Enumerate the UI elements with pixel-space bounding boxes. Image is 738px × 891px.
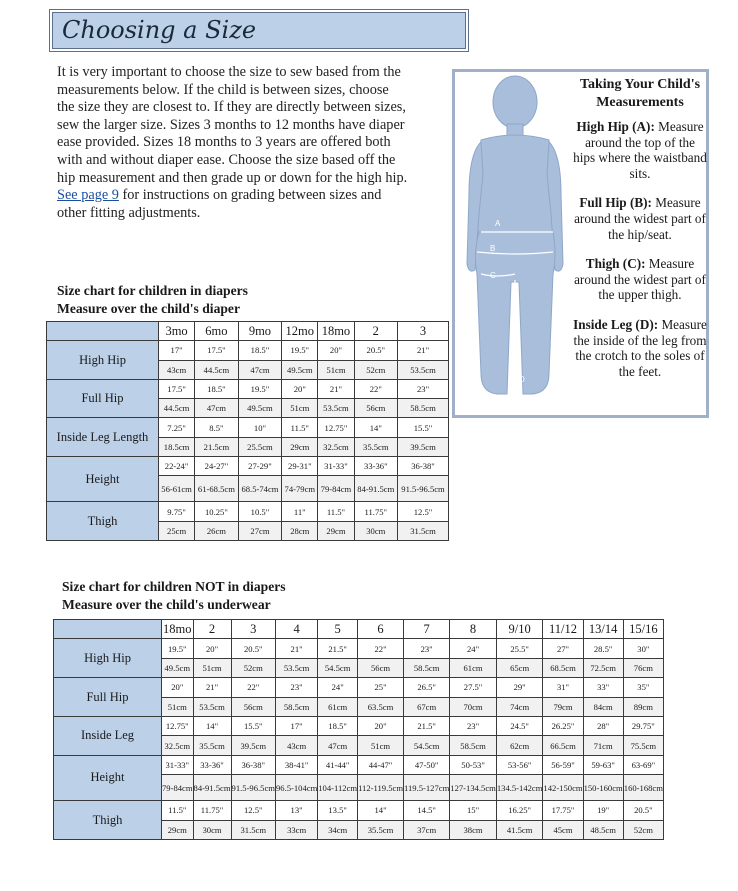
table-cell: 33cm (275, 820, 317, 839)
table-cell: 44.5cm (159, 399, 195, 418)
table-cell: 56cm (231, 697, 275, 716)
measure-term: Full Hip (B): (579, 195, 652, 211)
table-cell: 29cm (318, 521, 354, 540)
table-cell: 19.5" (162, 639, 194, 658)
table-cell: 49.5cm (238, 399, 282, 418)
table-cell: 72.5cm (583, 658, 623, 677)
table-cell: 20" (162, 678, 194, 697)
table-row (54, 678, 664, 697)
table-cell: 38-41" (275, 755, 317, 774)
table-cell: 47-50" (404, 755, 450, 774)
table-cell: 24-27" (195, 457, 239, 476)
measure-item-high-hip (573, 119, 707, 181)
table-cell: 14" (358, 801, 404, 820)
table-cell: 18.5" (318, 716, 358, 735)
table-cell: 54.5cm (404, 736, 450, 755)
measure-item-full-hip (573, 195, 707, 242)
table-cell: 36-38" (398, 457, 449, 476)
table-cell: 36-38" (231, 755, 275, 774)
table-body (47, 341, 449, 541)
table-cell: 29cm (162, 820, 194, 839)
table-cell: 22" (231, 678, 275, 697)
table-cell: 26cm (195, 521, 239, 540)
column-header: 6 (358, 620, 404, 639)
table-cell: 160-168cm (623, 775, 663, 801)
table-cell: 49.5cm (282, 360, 318, 379)
figure-label-b: B (490, 244, 496, 253)
table-cell: 8.5" (195, 418, 239, 437)
column-header: 9mo (238, 322, 282, 341)
table-cell: 41.5cm (496, 820, 543, 839)
table-cell: 35.5cm (358, 820, 404, 839)
table-cell: 68.5-74cm (238, 476, 282, 502)
row-label: Height (47, 457, 159, 502)
table-cell: 20.5" (623, 801, 663, 820)
table-cell: 84-91.5cm (193, 775, 231, 801)
table-cell: 66.5cm (543, 736, 583, 755)
table-cell: 89cm (623, 697, 663, 716)
column-header: 11/12 (543, 620, 583, 639)
table-cell: 74-79cm (282, 476, 318, 502)
table-cell: 44-47" (358, 755, 404, 774)
table-cell: 19.5" (282, 341, 318, 360)
table1-subtitle: Measure over the child's diaper (57, 301, 240, 316)
table-corner-cell (47, 322, 159, 341)
measure-desc: Measure around the widest part of the upper thigh. (574, 256, 706, 303)
table-cell: 51cm (318, 360, 354, 379)
intro-paragraph (57, 64, 409, 222)
measurement-heading: Taking Your Child's Measurements (579, 77, 701, 110)
column-header: 18mo (162, 620, 194, 639)
row-label: Full Hip (47, 379, 159, 418)
table-cell: 45cm (543, 820, 583, 839)
table-cell: 26.5" (404, 678, 450, 697)
size-table-diapers (46, 321, 449, 541)
table2-subtitle: Measure over the child's underwear (62, 597, 271, 612)
table-cell: 43cm (275, 736, 317, 755)
table-cell: 47cm (195, 399, 239, 418)
table-cell: 63.5cm (358, 697, 404, 716)
table-cell: 61-68.5cm (195, 476, 239, 502)
table-cell: 22-24" (159, 457, 195, 476)
table-cell: 51cm (358, 736, 404, 755)
measure-desc: Measure the inside of the leg from the crotch to the soles of the feet. (573, 316, 707, 379)
table-cell: 12.5" (231, 801, 275, 820)
table-cell: 20" (193, 639, 231, 658)
table-cell: 26.25" (543, 716, 583, 735)
column-header: 15/16 (623, 620, 663, 639)
table-cell: 18.5cm (159, 437, 195, 456)
table-cell: 79cm (543, 697, 583, 716)
table-row (54, 801, 664, 820)
table-row (47, 341, 449, 360)
table-cell: 68.5cm (543, 658, 583, 677)
table-cell: 14" (193, 716, 231, 735)
table-cell: 54.5cm (318, 658, 358, 677)
table-cell: 15.5" (231, 716, 275, 735)
table-cell: 27" (543, 639, 583, 658)
table-cell: 21" (275, 639, 317, 658)
table-cell: 15.5" (398, 418, 449, 437)
table-cell: 31" (543, 678, 583, 697)
table-cell: 20" (282, 379, 318, 398)
table-cell: 17.5" (159, 379, 195, 398)
table-cell: 38cm (450, 820, 497, 839)
table-cell: 51cm (282, 399, 318, 418)
table-cell: 84-91.5cm (354, 476, 398, 502)
table-cell: 23" (275, 678, 317, 697)
table-cell: 22" (358, 639, 404, 658)
table-cell: 25" (358, 678, 404, 697)
table-cell: 75.5cm (623, 736, 663, 755)
table-cell: 96.5-104cm (275, 775, 317, 801)
table-cell: 61cm (450, 658, 497, 677)
table-cell: 150-160cm (583, 775, 623, 801)
table-cell: 37cm (404, 820, 450, 839)
row-label: Thigh (47, 502, 159, 541)
column-header: 7 (404, 620, 450, 639)
row-label: Height (54, 755, 162, 800)
table-cell: 9.75" (159, 502, 195, 521)
table-cell: 21.5" (318, 639, 358, 658)
table-cell: 23" (398, 379, 449, 398)
see-page-link[interactable]: See page 9 (57, 187, 119, 204)
table1-heading (57, 282, 248, 318)
table-cell: 21" (398, 341, 449, 360)
table-cell: 51cm (193, 658, 231, 677)
table-cell: 24" (318, 678, 358, 697)
measure-item-thigh (573, 256, 707, 303)
table-cell: 28cm (282, 521, 318, 540)
table-cell: 30cm (193, 820, 231, 839)
table-cell: 7.25" (159, 418, 195, 437)
table-cell: 91.5-96.5cm (231, 775, 275, 801)
column-header: 3 (398, 322, 449, 341)
table-cell: 17" (159, 341, 195, 360)
title-banner (49, 9, 469, 52)
table-cell: 44.5cm (195, 360, 239, 379)
table-cell: 11.75" (354, 502, 398, 521)
table-cell: 20.5" (231, 639, 275, 658)
table-cell: 21.5" (404, 716, 450, 735)
table-cell: 10" (238, 418, 282, 437)
table-cell: 56-59" (543, 755, 583, 774)
column-header: 12mo (282, 322, 318, 341)
table-cell: 49.5cm (162, 658, 194, 677)
table-cell: 25.5cm (238, 437, 282, 456)
table-cell: 21" (193, 678, 231, 697)
table-cell: 56-61cm (159, 476, 195, 502)
table-cell: 24.5" (496, 716, 543, 735)
table-cell: 12.75" (318, 418, 354, 437)
table-cell: 33" (583, 678, 623, 697)
column-header: 13/14 (583, 620, 623, 639)
table-cell: 71cm (583, 736, 623, 755)
table1-title: Size chart for children in diapers (57, 283, 248, 298)
column-header: 18mo (318, 322, 354, 341)
table-cell: 56cm (354, 399, 398, 418)
table-header-row (47, 322, 449, 341)
table-cell: 53-56" (496, 755, 543, 774)
table-cell: 10.5" (238, 502, 282, 521)
table2-title: Size chart for children NOT in diapers (62, 579, 286, 594)
table-cell: 29cm (282, 437, 318, 456)
table-cell: 53.5cm (275, 658, 317, 677)
table-cell: 39.5cm (398, 437, 449, 456)
measurement-instructions (573, 76, 707, 393)
table-cell: 30cm (354, 521, 398, 540)
table-cell: 59-63" (583, 755, 623, 774)
table-body (54, 639, 664, 840)
row-label: High Hip (47, 341, 159, 380)
table-cell: 34cm (318, 820, 358, 839)
measure-desc: Measure around the top of the hips where the waistband sits. (573, 119, 707, 181)
table-cell: 24" (450, 639, 497, 658)
table-cell: 56cm (358, 658, 404, 677)
column-header: 5 (318, 620, 358, 639)
table-cell: 51cm (162, 697, 194, 716)
table-cell: 79-84cm (162, 775, 194, 801)
table-cell: 53.5cm (398, 360, 449, 379)
figure-label-c: C (490, 271, 496, 280)
measure-term: Inside Leg (D): (573, 316, 659, 332)
table-cell: 63-69" (623, 755, 663, 774)
table-cell: 62cm (496, 736, 543, 755)
table-cell: 35.5cm (193, 736, 231, 755)
column-header: 4 (275, 620, 317, 639)
table-cell: 20.5" (354, 341, 398, 360)
table-corner-cell (54, 620, 162, 639)
table-cell: 52cm (623, 820, 663, 839)
table-cell: 30" (623, 639, 663, 658)
table-cell: 67cm (404, 697, 450, 716)
column-header: 2 (354, 322, 398, 341)
table-cell: 134.5-142cm (496, 775, 543, 801)
table-cell: 104-112cm (318, 775, 358, 801)
table-cell: 21.5cm (195, 437, 239, 456)
table-cell: 13" (275, 801, 317, 820)
table-cell: 10.25" (195, 502, 239, 521)
measure-term: Thigh (C): (585, 256, 646, 272)
table-row (47, 457, 449, 476)
table-cell: 27-29" (238, 457, 282, 476)
table-cell: 28.5" (583, 639, 623, 658)
table-cell: 58.5cm (275, 697, 317, 716)
table-cell: 47cm (318, 736, 358, 755)
table-cell: 17" (275, 716, 317, 735)
table-cell: 91.5-96.5cm (398, 476, 449, 502)
table-cell: 33-36" (354, 457, 398, 476)
page-title: Choosing a Size (62, 16, 257, 44)
table-cell: 22" (354, 379, 398, 398)
table-cell: 12.75" (162, 716, 194, 735)
table-row (54, 639, 664, 658)
column-header: 9/10 (496, 620, 543, 639)
table-cell: 20" (358, 716, 404, 735)
table-cell: 28" (583, 716, 623, 735)
table-cell: 53.5cm (318, 399, 354, 418)
table2-heading (62, 578, 286, 614)
table-cell: 16.25" (496, 801, 543, 820)
table-cell: 31.5cm (398, 521, 449, 540)
table-cell: 11.5" (282, 418, 318, 437)
table-cell: 48.5cm (583, 820, 623, 839)
table-cell: 14.5" (404, 801, 450, 820)
table-cell: 52cm (231, 658, 275, 677)
table-cell: 29.75" (623, 716, 663, 735)
table-cell: 39.5cm (231, 736, 275, 755)
table-cell: 18.5" (238, 341, 282, 360)
table-cell: 74cm (496, 697, 543, 716)
table-cell: 14" (354, 418, 398, 437)
table-cell: 11.5" (162, 801, 194, 820)
table-row (47, 502, 449, 521)
table-cell: 119.5-127cm (404, 775, 450, 801)
table-cell: 23" (404, 639, 450, 658)
measurement-guide-box (452, 69, 709, 418)
table-cell: 11" (282, 502, 318, 521)
table-cell: 33-36" (193, 755, 231, 774)
table-cell: 25.5" (496, 639, 543, 658)
row-label: Full Hip (54, 678, 162, 717)
measure-desc: Measure around the widest part of the hip/seat. (574, 195, 706, 242)
table-cell: 32.5cm (318, 437, 354, 456)
table-cell: 17.75" (543, 801, 583, 820)
table-cell: 53.5cm (193, 697, 231, 716)
table-cell: 31.5cm (231, 820, 275, 839)
table-cell: 47cm (238, 360, 282, 379)
table-row (54, 716, 664, 735)
table-cell: 27.5" (450, 678, 497, 697)
row-label: Thigh (54, 801, 162, 840)
table-cell: 52cm (354, 360, 398, 379)
table-cell: 79-84cm (318, 476, 354, 502)
table-cell: 18.5" (195, 379, 239, 398)
table-cell: 70cm (450, 697, 497, 716)
table-cell: 58.5cm (398, 399, 449, 418)
column-header: 6mo (195, 322, 239, 341)
table-cell: 35" (623, 678, 663, 697)
child-silhouette-icon (457, 74, 572, 414)
table-cell: 29-31" (282, 457, 318, 476)
figure-label-a: A (495, 219, 501, 228)
table-cell: 76cm (623, 658, 663, 677)
table-cell: 32.5cm (162, 736, 194, 755)
table-cell: 11.5" (318, 502, 354, 521)
table-cell: 43cm (159, 360, 195, 379)
row-label: Inside Leg Length (47, 418, 159, 457)
table-row (47, 418, 449, 437)
table-cell: 58.5cm (450, 736, 497, 755)
row-label: High Hip (54, 639, 162, 678)
table-cell: 61cm (318, 697, 358, 716)
measure-term: High Hip (A): (576, 119, 655, 134)
column-header: 8 (450, 620, 497, 639)
column-header: 2 (193, 620, 231, 639)
table-cell: 65cm (496, 658, 543, 677)
table-cell: 112-119.5cm (358, 775, 404, 801)
column-header: 3mo (159, 322, 195, 341)
table-cell: 127-134.5cm (450, 775, 497, 801)
table-row (47, 379, 449, 398)
table-cell: 12.5" (398, 502, 449, 521)
table-cell: 11.75" (193, 801, 231, 820)
figure-label-d: D (519, 375, 525, 384)
table-cell: 29" (496, 678, 543, 697)
table-cell: 27cm (238, 521, 282, 540)
size-table-no-diapers (53, 619, 664, 840)
table-header-row (54, 620, 664, 639)
intro-text: It is very important to choose the size to sew based from the measurements below. If the child is between sizes, choose the size they are closest to. If they are directly between sizes, sew the larger size. Sizes 3 months to 12 months have diaper ease provided. Sizes 18 months to 3 years are offered both with and without diaper ease. Choose the size based off the hip measurement and then grade up or down for the high hip. (57, 64, 408, 186)
table-cell: 58.5cm (404, 658, 450, 677)
table-cell: 41-44" (318, 755, 358, 774)
table-cell: 31-33" (162, 755, 194, 774)
table-cell: 19.5" (238, 379, 282, 398)
table-cell: 25cm (159, 521, 195, 540)
table-cell: 23" (450, 716, 497, 735)
table-cell: 13.5" (318, 801, 358, 820)
intro-text-tail: for instructions on grading between sizes and other fitting adjustments. (57, 187, 382, 221)
measure-item-inside-leg (573, 317, 707, 379)
table-cell: 19" (583, 801, 623, 820)
table-cell: 50-53" (450, 755, 497, 774)
table-cell: 84cm (583, 697, 623, 716)
table-cell: 15" (450, 801, 497, 820)
table-cell: 142-150cm (543, 775, 583, 801)
table-cell: 31-33" (318, 457, 354, 476)
table-cell: 20" (318, 341, 354, 360)
table-cell: 17.5" (195, 341, 239, 360)
row-label: Inside Leg (54, 716, 162, 755)
table-cell: 35.5cm (354, 437, 398, 456)
table-row (54, 755, 664, 774)
child-figure-illustration (457, 74, 572, 414)
column-header: 3 (231, 620, 275, 639)
table-cell: 21" (318, 379, 354, 398)
